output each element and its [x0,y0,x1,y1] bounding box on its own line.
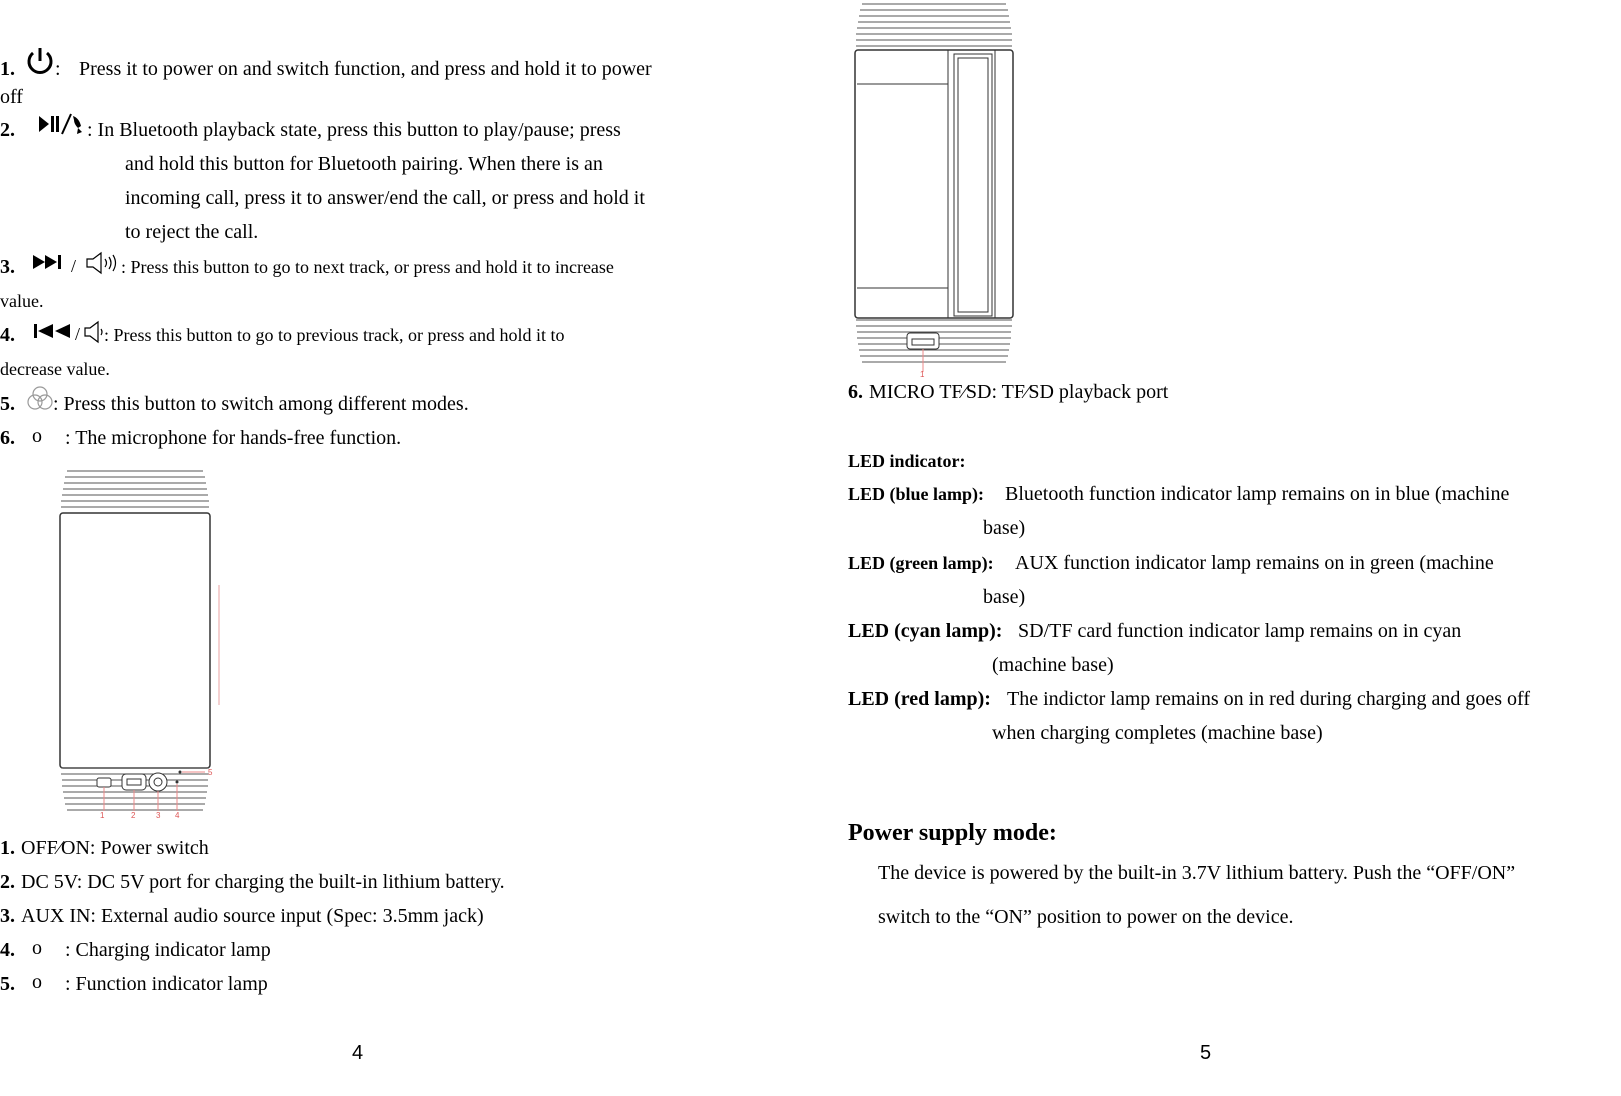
power-icon [25,45,55,77]
item-4-number: 4. [0,324,15,346]
item-2-line-3: incoming call, press it to answer/end the call, or press and hold it [125,187,645,209]
item-2-line-2: and hold this button for Bluetooth pairing. When there is an [125,153,603,175]
item-3-number: 3. [0,256,15,278]
next-track-icon [32,252,66,272]
port-6-number: 6. [848,381,863,403]
item-2-line-4: to reject the call. [125,221,259,243]
item-3-slash: / [71,256,77,276]
power-supply-heading: Power supply mode: [848,820,1057,846]
speaker-back-diagram [850,0,1025,380]
item-4-text: : Press this button to go to previous track, or press and hold it to [104,325,565,345]
port-6-text: MICRO TF⁄SD: TF⁄SD playback port [869,381,1169,403]
diagram-label-2: 2 [131,811,136,820]
led-green-label: LED (green lamp): [848,553,994,573]
diagram-label-3: 3 [156,811,161,820]
port-1-number: 1. [0,837,15,859]
port-1-text: OFF⁄ON: Power switch [21,837,209,859]
item-6-number: 6. [0,427,15,449]
previous-track-icon [33,321,73,341]
play-pause-call-icon [37,112,87,138]
port-4-number: 4. [0,939,15,961]
item-4-text-cont: decrease value. [0,359,110,379]
volume-down-icon [83,320,105,344]
port-5-number: 5. [0,973,15,995]
item-1-sep: : [55,58,61,80]
item-2-line-1: : In Bluetooth playback state, press this button to play/pause; press [87,119,621,141]
item-3-text-cont: value. [0,291,44,311]
port-2-text: DC 5V: DC 5V port for charging the built-in lithium battery. [21,871,505,893]
item-5-text: : Press this button to switch among different modes. [53,393,469,415]
diagram-label-4: 4 [175,811,180,820]
led-red-text-cont: when charging completes (machine base) [992,722,1323,744]
led-red-label: LED (red lamp): [848,688,991,710]
led-green-text-cont: base) [983,586,1026,608]
diagram-label-5: 5 [208,768,213,777]
port-2-number: 2. [0,871,15,893]
diagram-label-1: 1 [100,811,105,820]
item-4-slash: / [75,324,81,344]
volume-up-icon [85,251,121,275]
port-3-text: AUX IN: External audio source input (Spec: 3.5mm jack) [21,905,484,927]
led-green-text: AUX function indicator lamp remains on in green (machine [1015,552,1494,574]
led-heading: LED indicator: [848,451,966,471]
port-5-text: : Function indicator lamp [65,973,268,995]
item-1-text-cont: off [0,86,23,108]
item-2-number: 2. [0,119,15,141]
page-number-right: 5 [1200,1042,1212,1064]
led-cyan-text: SD/TF card function indicator lamp remains on in cyan [1018,620,1462,642]
port-4-text: : Charging indicator lamp [65,939,271,961]
charging-lamp-glyph: o [32,937,42,959]
led-blue-text-cont: base) [983,517,1026,539]
led-blue-text: Bluetooth function indicator lamp remains on in blue (machine [1005,483,1510,505]
mode-icon [25,384,55,412]
item-3-text: : Press this button to go to next track, or press and hold it to increase [121,257,614,277]
item-6-text: : The microphone for hands-free function. [65,427,402,449]
power-supply-line-2: switch to the “ON” position to power on the device. [878,906,1294,928]
function-lamp-glyph: o [32,971,42,993]
speaker-side-diagram [55,465,230,825]
led-blue-label: LED (blue lamp): [848,484,985,504]
led-red-text: The indictor lamp remains on in red during charging and goes off [1007,688,1531,710]
power-supply-line-1: The device is powered by the built-in 3.7V lithium battery. Push the “OFF/ON” [878,862,1516,884]
page-number-left: 4 [352,1042,364,1064]
item-1-number: 1. [0,58,15,80]
microphone-glyph: o [32,425,42,447]
port-3-number: 3. [0,905,15,927]
led-cyan-label: LED (cyan lamp): [848,620,1003,642]
diagram-label-back-1: 1 [920,370,925,379]
item-1-text: Press it to power on and switch function, and press and hold it to power [79,58,652,80]
led-cyan-text-cont: (machine base) [992,654,1114,676]
item-5-number: 5. [0,393,15,415]
